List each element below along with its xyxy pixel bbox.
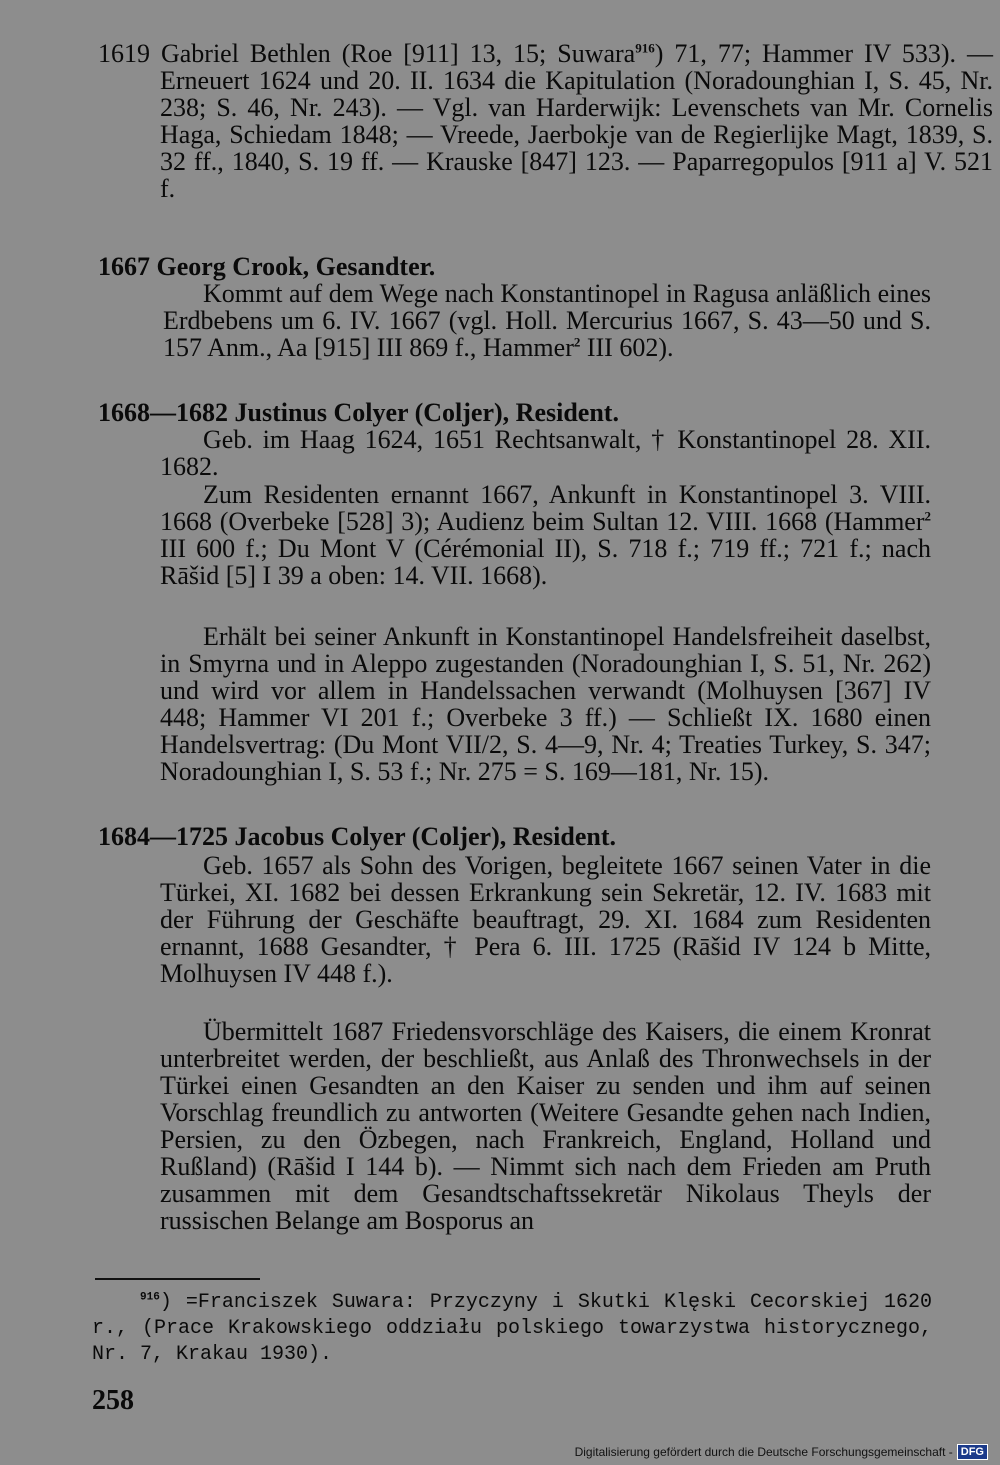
paragraph-justinus-trade: Erhält bei seiner Ankunft in Konstantinopel Handelsfreiheit daselbst, in Smyrna und in Aleppo zugestanden (Noradounghian I, S. 51, Nr. 262) und wird vor allem in Handelssachen verwandt (Molhuysen [367] IV 448; Hammer VI 201 f.; Overbeke 3 ff.) — Schließt IX. 1680 einen Handelsvertrag: (Du Mont VII/2, S. 4—9, Nr. 4; Treaties Turkey, S. 347; Noradounghian I, S. 53 f.; Nr. 275 = S. 169—181, Nr. 15). bbox=[160, 622, 931, 786]
footnote-marker: 916 bbox=[140, 1291, 160, 1304]
text-run: Kommt auf dem Wege nach Konstantinopel in Ragusa anläßlich eines Erdbebens um 6. IV. 1667 (vgl. Holl. Mercurius 1667, S. 43—50 und S. 157 Anm., Aa [915] III 869 f., Hammer bbox=[163, 279, 931, 362]
paragraph-justinus-birth: Geb. im Haag 1624, 1651 Rechtsanwalt, † Konstantinopel 28. XII. 1682. bbox=[160, 425, 931, 481]
entry-heading-jacobus-colyer: 1684—1725 Jacobus Colyer (Coljer), Resident. bbox=[98, 822, 617, 851]
funding-text: Digitalisierung gefördert durch die Deutsche Forschungsgemeinschaft - bbox=[574, 1445, 953, 1459]
entry-heading-justinus-colyer: 1668—1682 Justinus Colyer (Coljer), Resident. bbox=[98, 398, 619, 427]
footnote-divider bbox=[95, 1278, 260, 1280]
page-number: 258 bbox=[92, 1385, 134, 1416]
funding-footer bbox=[575, 1441, 988, 1463]
paragraph-crook bbox=[163, 280, 931, 361]
text-run: ) 71, 77; Hammer IV 533). — Erneuert 1624 und 20. II. 1634 die Kapitulation (Noradounghian I, S. 45, Nr. 238; S. 46, Nr. 243). — Vgl. van Harderwijk: Levenschets van Mr. Cornelis Haga, Schiedam 1848; — Vreede, Jaerbokje van de Regierlijke Magt, 1839, S. 32 ff., 1840, S. 19 ff. — Krauske [847] 123. — Paparregopulos [911 a] V. 521 f. bbox=[160, 39, 994, 203]
paragraph-justinus-resident bbox=[160, 481, 931, 589]
entry-heading-crook: 1667 Georg Crook, Gesandter. bbox=[98, 252, 436, 281]
text-run: Zum Residenten ernannt 1667, Ankunft in Konstantinopel 3. VIII. 1668 (Overbeke [528] 3); Audienz beim Sultan 12. VIII. 1668 (Hammer bbox=[160, 480, 931, 536]
paragraph-jacobus-biography: Geb. 1657 als Sohn des Vorigen, begleitete 1667 seinen Vater in die Türkei, XI. 1682 bei dessen Erkrankung sein Sekretär, 12. IV. 1683 mit der Führung der Geschäfte beauftragt, 29. XI. 1684 zum Residenten ernannt, 1688 Gesandter, † Pera 6. III. 1725 (Rāšid IV 124 b Mitte, Molhuysen IV 448 f.). bbox=[160, 851, 931, 988]
dfg-logo: DFG bbox=[957, 1444, 988, 1460]
text-run: III 600 f.; Du Mont V (Cérémonial II), S. 718 f.; 719 ff.; 721 f.; nach Rāšid [5] I 39 a oben: 14. VII. 1668). bbox=[160, 534, 931, 590]
superscript: 2 bbox=[573, 334, 581, 350]
text-run: 1619 Gabriel Bethlen (Roe [911] 13, 15; Suwara bbox=[98, 39, 636, 68]
footnote bbox=[92, 1290, 932, 1368]
superscript: 2 bbox=[924, 508, 931, 524]
text-run: III 602). bbox=[580, 333, 674, 362]
paragraph-jacobus-peace: Übermittelt 1687 Friedensvorschläge des Kaisers, die einem Kronrat unterbreitet werden, der beschließt, aus Anlaß des Thronwechsels in der Türkei einen Gesandten an den Kaiser zu senden und ihm auf seinen Vorschlag freundlich zu antworten (Weitere Gesandte gehen nach Indien, Persien, zu den Özbegen, nach Frankreich, England, Holland und Rußland) (Rāšid I 144 b). — Nimmt sich nach dem Frieden am Pruth zusammen mit dem Gesandtschaftssekretär Nikolaus Theyls der russischen Belange am Bosporus an bbox=[160, 1017, 931, 1235]
footnote-ref: 916 bbox=[635, 40, 655, 56]
footnote-text: ) =Franciszek Suwara: Przyczyny i Skutki Klęski Cecorskiej 1620 r., (Prace Krakowskiego oddziału polskiego towarzystwa historycznego, Nr. 7, Krakau 1930). bbox=[92, 1291, 932, 1366]
paragraph-capitulation-1619 bbox=[98, 40, 993, 202]
